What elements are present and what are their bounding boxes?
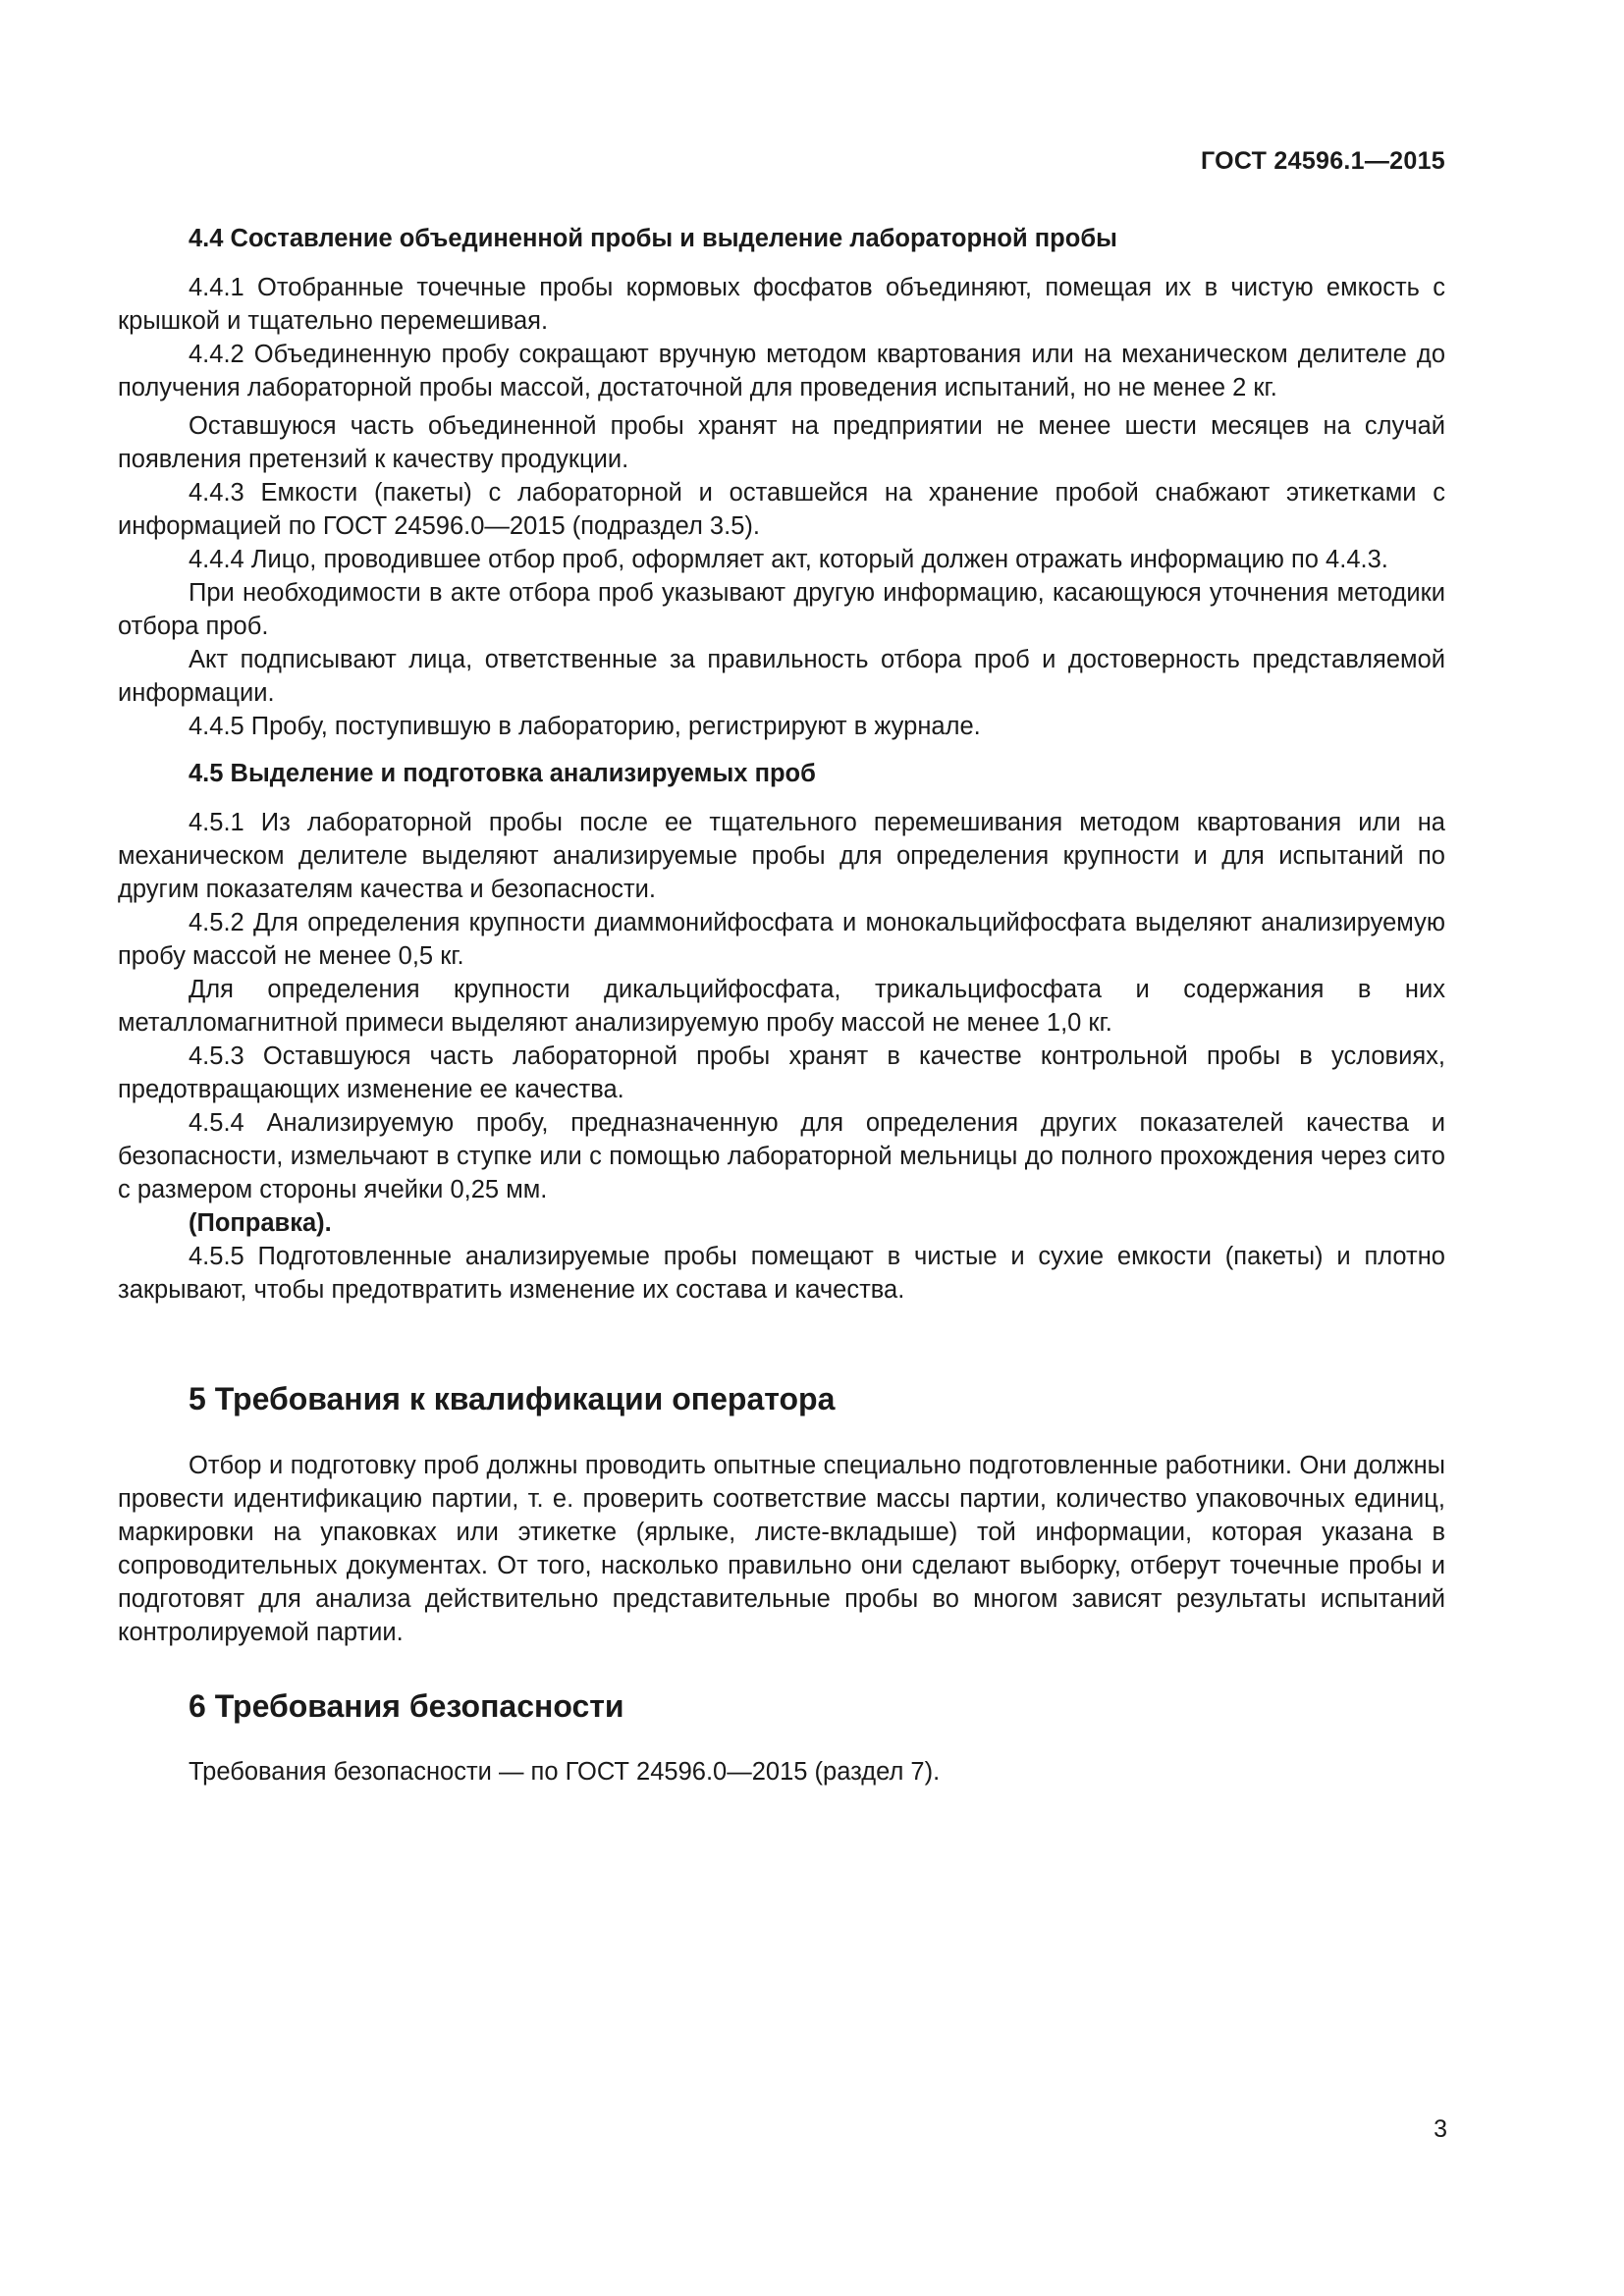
document-code-header: ГОСТ 24596.1—2015 xyxy=(1200,147,1445,175)
page-number: 3 xyxy=(1434,2115,1447,2143)
section-heading-5: 5 Требования к квалификации оператора xyxy=(189,1381,836,1416)
document-content xyxy=(118,222,1445,1789)
paragraph-4-5-4: 4.5.4 Анализируемую пробу, предназначенную для определения других показателей качества и безопасности, измельчают в ступке или с помощью лабораторной мельницы до полного прохождения через сито с размером стороны ячейки 0,25 мм. xyxy=(118,1109,1445,1203)
amendment-note: (Поправка). xyxy=(189,1209,332,1237)
paragraph-4-5-2: 4.5.2 Для определения крупности диаммонийфосфата и монокальцийфосфата выделяют анализируемую пробу массой не менее 0,5 кг. xyxy=(118,909,1445,970)
subsection-heading-4-5: 4.5 Выделение и подготовка анализируемых проб xyxy=(189,760,816,787)
paragraph-section-6: Требования безопасности — по ГОСТ 24596.0—2015 (раздел 7). xyxy=(189,1758,941,1786)
paragraph-4-4-4-cont1: При необходимости в акте отбора проб указывают другую информацию, касающуюся уточнения методики отбора проб. xyxy=(118,579,1445,640)
paragraph-4-4-2: 4.4.2 Объединенную пробу сокращают вручную методом квартования или на механическом делителе до получения лабораторной пробы массой, достаточной для проведения испытаний, но не менее 2 кг. xyxy=(118,341,1445,401)
paragraph-4-5-3: 4.5.3 Оставшуюся часть лабораторной пробы хранят в качестве контрольной пробы в условиях, предотвращающих изменение ее качества. xyxy=(118,1042,1445,1103)
paragraph-4-5-1: 4.5.1 Из лабораторной пробы после ее тщательного перемешивания методом квартования или на механическом делителе выделяют анализируемые пробы для определения крупности и для испытаний по другим показателям качества и безопасности. xyxy=(118,809,1445,903)
section-heading-6: 6 Требования безопасности xyxy=(189,1688,624,1724)
paragraph-section-5: Отбор и подготовку проб должны проводить опытные специально подготовленные работники. Они должны провести идентификацию партии, т. е. проверить соответствие массы партии, количество упаковочных единиц, маркировки на упаковках или этикетке (ярлыке, листе-вкладыше) той информации, которая указана в сопроводительных документах. От того, насколько правильно они сделают выборку, отберут точечные пробы и подготовят для анализа действительно представительные пробы во многом зависят результаты испытаний контролируемой партии. xyxy=(118,1452,1445,1646)
paragraph-4-4-4-cont2: Акт подписывают лица, ответственные за правильность отбора проб и достоверность представляемой информации. xyxy=(118,646,1445,707)
paragraph-4-5-5: 4.5.5 Подготовленные анализируемые пробы помещают в чистые и сухие емкости (пакеты) и плотно закрывают, чтобы предотвратить изменение их состава и качества. xyxy=(118,1243,1445,1304)
paragraph-4-5-2-cont: Для определения крупности дикальцийфосфата, трикальцифосфата и содержания в них металломагнитной примеси выделяют анализируемую пробу массой не менее 1,0 кг. xyxy=(118,976,1445,1037)
paragraph-4-4-2-cont: Оставшуюся часть объединенной пробы хранят на предприятии не менее шести месяцев на случай появления претензий к качеству продукции. xyxy=(118,412,1445,473)
paragraph-4-4-5: 4.4.5 Пробу, поступившую в лабораторию, регистрируют в журнале. xyxy=(189,713,981,740)
subsection-heading-4-4: 4.4 Составление объединенной пробы и выделение лабораторной пробы xyxy=(189,225,1117,252)
paragraph-4-4-4: 4.4.4 Лицо, проводившее отбор проб, оформляет акт, который должен отражать информацию по 4.4.3. xyxy=(189,546,1388,573)
paragraph-4-4-3: 4.4.3 Емкости (пакеты) с лабораторной и оставшейся на хранение пробой снабжают этикетками с информацией по ГОСТ 24596.0—2015 (подраздел 3.5). xyxy=(118,479,1445,540)
paragraph-4-4-1: 4.4.1 Отобранные точечные пробы кормовых фосфатов объединяют, помещая их в чистую емкость с крышкой и тщательно перемешивая. xyxy=(118,274,1445,335)
